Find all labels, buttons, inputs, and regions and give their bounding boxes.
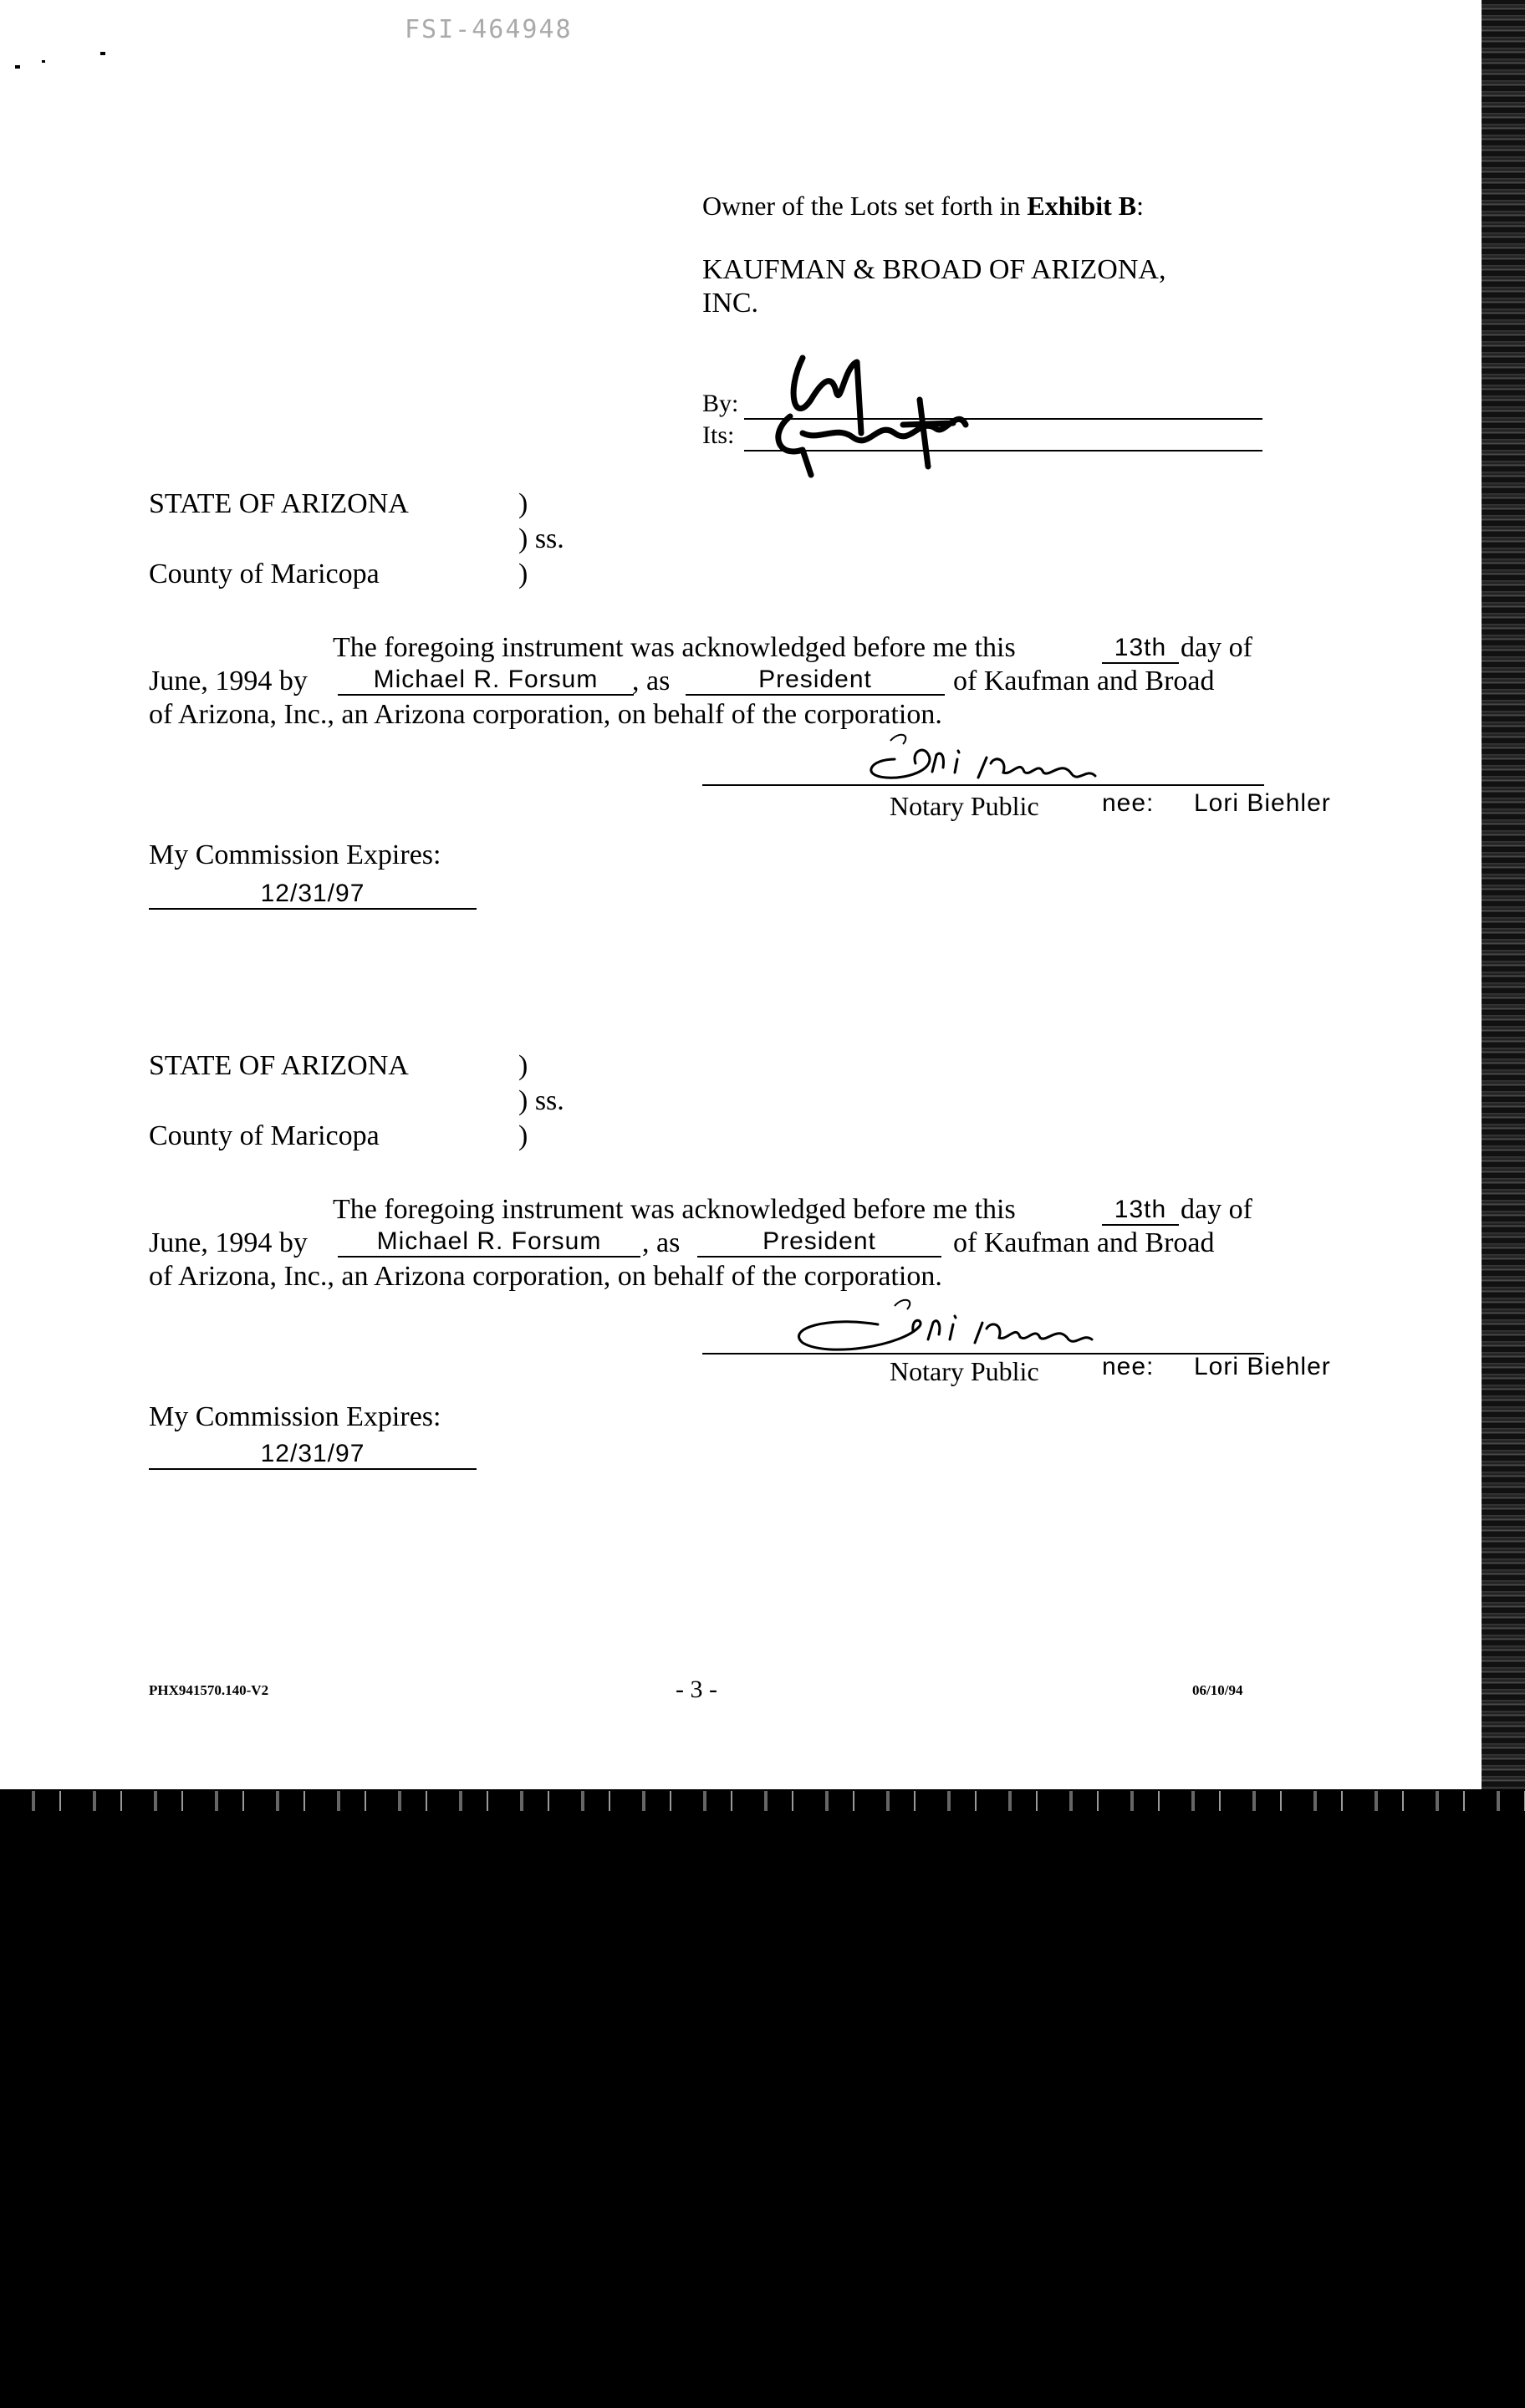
title-field: President	[686, 666, 945, 696]
company-name-line1: KAUFMAN & BROAD OF ARIZONA,	[702, 254, 1166, 285]
commission-date-field: 12/31/97	[149, 880, 477, 910]
paren-top: )	[518, 488, 528, 519]
state-label: STATE OF ARIZONA	[149, 488, 409, 519]
header-stamp: FSI-464948	[405, 15, 573, 44]
nee-name: Lori Biehler	[1194, 789, 1331, 817]
footer-date: 06/10/94	[1192, 1682, 1243, 1698]
footer-doc-id: PHX941570.140-V2	[149, 1682, 269, 1698]
title-field: President	[697, 1227, 941, 1258]
footer-page-number: - 3 -	[676, 1676, 717, 1703]
county-label: County of Maricopa	[149, 1120, 380, 1151]
notary-signature-line	[702, 1353, 1264, 1354]
nee-label: nee:	[1102, 1353, 1155, 1380]
signer-name-field: Michael R. Forsum	[338, 666, 634, 696]
owner-heading	[702, 191, 1144, 222]
scan-speck	[100, 52, 105, 55]
ack-line1-text: The foregoing instrument was acknowledged before me this	[333, 1194, 1016, 1225]
ack-line2-start: June, 1994 by	[149, 1227, 308, 1258]
notary-signature	[778, 1291, 1112, 1358]
ss-label: ) ss.	[518, 1085, 564, 1116]
scan-speck	[15, 65, 20, 69]
scan-speck	[42, 60, 45, 63]
county-label: County of Maricopa	[149, 559, 380, 589]
by-label: By:	[702, 390, 739, 417]
ack-line1-end: day of	[1181, 1194, 1252, 1225]
owner-heading-text: Owner of the Lots set forth in	[702, 191, 1021, 221]
notary-public-label: Notary Public	[890, 791, 1039, 821]
state-label: STATE OF ARIZONA	[149, 1050, 409, 1081]
company-name-line2: INC.	[702, 288, 759, 319]
as-word: , as	[632, 666, 671, 696]
ack-line1-end: day of	[1181, 632, 1252, 663]
ack-line2-end: of Kaufman and Broad	[953, 666, 1215, 696]
ack-line3: of Arizona, Inc., an Arizona corporation, on behalf of the corporation.	[149, 1261, 942, 1292]
paren-bottom: )	[518, 1120, 528, 1151]
owner-heading-colon: :	[1136, 191, 1144, 221]
signer-name-field: Michael R. Forsum	[338, 1227, 640, 1258]
nee-name: Lori Biehler	[1194, 1353, 1331, 1380]
nee-label: nee:	[1102, 789, 1155, 817]
notary-signature-line	[702, 784, 1264, 786]
ack-line2-start: June, 1994 by	[149, 666, 308, 696]
ss-label: ) ss.	[518, 523, 564, 554]
its-label: Its:	[702, 421, 735, 449]
notary-public-label: Notary Public	[890, 1356, 1039, 1386]
scan-black-band	[0, 1789, 1525, 2408]
commission-label: My Commission Expires:	[149, 839, 441, 870]
president-signature	[752, 341, 987, 492]
paren-bottom: )	[518, 559, 528, 589]
ack-line2-end: of Kaufman and Broad	[953, 1227, 1215, 1258]
as-word: , as	[642, 1227, 681, 1258]
commission-label: My Commission Expires:	[149, 1401, 441, 1432]
scan-band-artifacts	[0, 1791, 1525, 1811]
ack-line1-text: The foregoing instrument was acknowledged before me this	[333, 632, 1016, 663]
paren-top: )	[518, 1050, 528, 1081]
day-field: 13th	[1102, 634, 1179, 664]
commission-date-field: 12/31/97	[149, 1440, 477, 1470]
owner-heading-exhibit: Exhibit B	[1027, 191, 1137, 221]
day-field: 13th	[1102, 1196, 1179, 1226]
notary-signature	[853, 726, 1154, 793]
scan-right-edge	[1482, 0, 1525, 1789]
ack-line3: of Arizona, Inc., an Arizona corporation, on behalf of the corporation.	[149, 699, 942, 730]
